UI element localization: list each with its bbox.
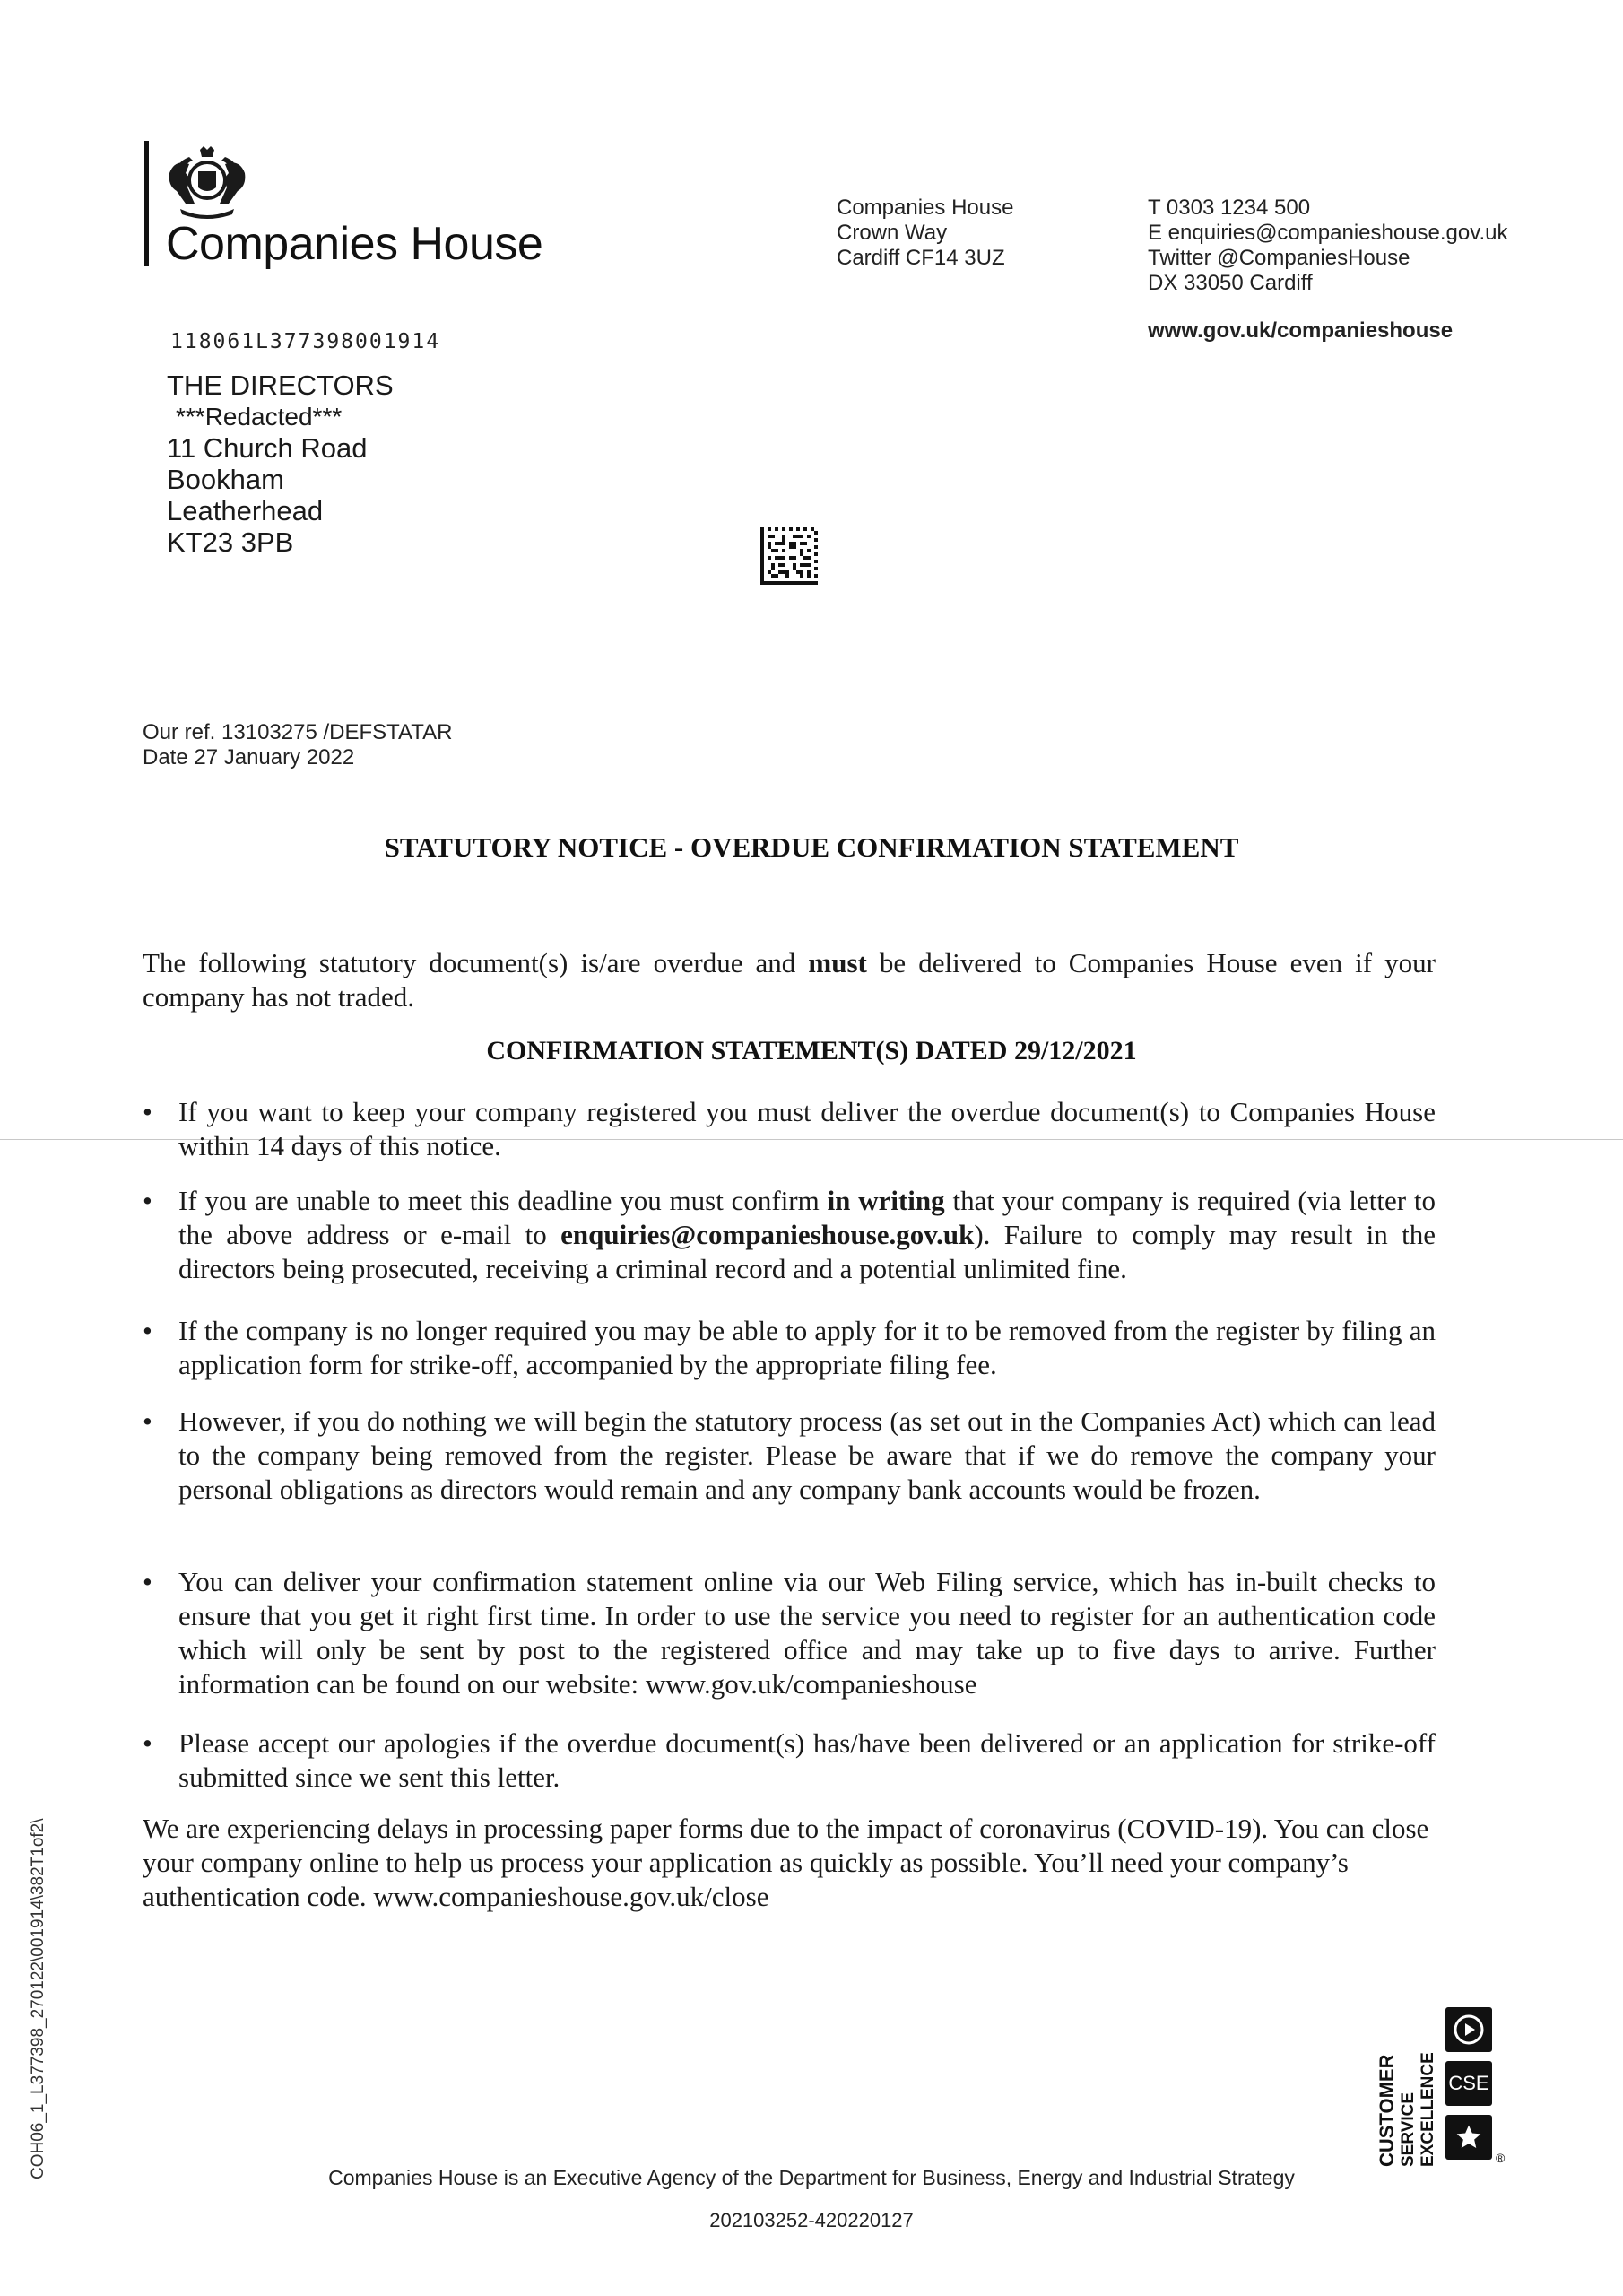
bullet-dot: • xyxy=(143,1727,152,1759)
bullet-item xyxy=(143,1095,1436,1163)
bullet-item xyxy=(143,1405,1436,1507)
registered-mark: ® xyxy=(1496,2151,1506,2165)
bullet-text: However, if you do nothing we will begin the statutory process (as set out in the Companies Act) which can lead to the company being removed from the register. Please be aware that if we do remove the company your personal obligations as directors would remain and any company bank accounts would be frozen. xyxy=(178,1405,1436,1505)
recipient-line: Bookham xyxy=(167,464,284,495)
office-address xyxy=(837,196,1013,271)
bullet-dot: • xyxy=(143,1566,152,1597)
bullet-item xyxy=(143,1184,1436,1286)
contact-details xyxy=(1148,196,1507,296)
recipient-line-redacted: ***Redacted*** xyxy=(176,403,343,430)
bullet-item xyxy=(143,1314,1436,1382)
website-link[interactable]: www.gov.uk/companieshouse xyxy=(1148,318,1454,343)
bullet-text-part: If you are unable to meet this deadline you must confirm xyxy=(178,1185,828,1216)
bullet-text: If you want to keep your company registered you must deliver the overdue document(s) to Companies House within 14 days of this notice. xyxy=(178,1096,1436,1161)
logo-bar xyxy=(144,141,149,266)
intro-paragraph xyxy=(143,946,1436,1014)
office-line: Companies House xyxy=(837,196,1014,220)
contact-dx: DX 33050 Cardiff xyxy=(1148,271,1313,295)
bullet-item xyxy=(143,1565,1436,1701)
recipient-address xyxy=(167,370,394,558)
bullet-text-part: ). Failure to comply may result in the directors being prosecuted, receiving a criminal record and a potential unlimited fine. xyxy=(178,1219,1436,1284)
bullet-text: If the company is no longer required you may be able to apply for it to be removed from the register by filing an application form for strike-off, accompanied by the appropriate filing fee. xyxy=(178,1315,1436,1380)
intro-text: The following statutory document(s) is/are overdue and xyxy=(143,947,809,978)
cse-word: EXCELLENCE xyxy=(1419,2052,1437,2167)
bullet-dot: • xyxy=(143,1405,152,1437)
contact-email[interactable]: E enquiries@companieshouse.gov.uk xyxy=(1148,221,1508,245)
recipient-line: 11 Church Road xyxy=(167,432,368,464)
cse-words xyxy=(1372,2007,1444,2169)
cse-badge xyxy=(1372,2007,1515,2178)
cse-label: CSE xyxy=(1445,2061,1492,2106)
covid-paragraph: We are experiencing delays in processing paper forms due to the impact of coronavirus (COVID-19). You can close your company online to help us process your application as quickly as possible. You’ll need your company’s authentication code. www.companieshouse.gov.uk/close xyxy=(143,1813,1429,1912)
intro-text: be delivered to Companies House even if your company has not traded. xyxy=(143,947,1436,1013)
bullet-dot: • xyxy=(143,1315,152,1346)
recipient-line: KT23 3PB xyxy=(167,526,294,558)
bullet-item xyxy=(143,1726,1436,1795)
bullet-dot: • xyxy=(143,1185,152,1216)
play-icon xyxy=(1445,2007,1492,2052)
bullet-emphasis: in writing xyxy=(827,1185,945,1216)
footer-agency: Companies House is an Executive Agency of the Department for Business, Energy and Industrial Strategy xyxy=(328,2166,1295,2189)
notice-title: STATUTORY NOTICE - OVERDUE CONFIRMATION STATEMENT xyxy=(384,831,1239,863)
footer-code: 202103252-420220127 xyxy=(709,2209,914,2231)
our-reference: Our ref. 13103275 /DEFSTATAR xyxy=(143,720,453,744)
star-icon xyxy=(1445,2115,1492,2160)
bullet-dot: • xyxy=(143,1096,152,1127)
cse-word: CUSTOMER xyxy=(1376,2054,1398,2167)
side-code-text: COH06_1_L377398_270122\001914\382T1of2\ xyxy=(29,1818,48,2179)
contact-phone: T 0303 1234 500 xyxy=(1148,196,1311,220)
office-line: Cardiff CF14 3UZ xyxy=(837,246,1005,270)
enquiries-email-link[interactable]: enquiries@companieshouse.gov.uk xyxy=(560,1219,975,1250)
logo-text: Companies House xyxy=(166,218,543,270)
recipient-line: THE DIRECTORS xyxy=(167,370,394,401)
side-reference-code xyxy=(2,1818,56,2179)
office-line: Crown Way xyxy=(837,221,948,245)
recipient-line: Leatherhead xyxy=(167,495,324,526)
bullet-text-part: that your company is required (via letter to the above address or e-mail to xyxy=(178,1185,1436,1250)
contact-twitter: Twitter @CompaniesHouse xyxy=(1148,246,1410,270)
letter-date: Date 27 January 2022 xyxy=(143,745,355,770)
document-heading: CONFIRMATION STATEMENT(S) DATED 29/12/2021 xyxy=(486,1036,1137,1065)
cse-word: SERVICE xyxy=(1399,2092,1418,2167)
datamatrix-code xyxy=(760,527,818,585)
bullet-text xyxy=(178,1184,1436,1286)
barcode-number: 118061L377398001914 xyxy=(170,330,441,353)
reference-block xyxy=(143,720,452,770)
royal-crest-icon xyxy=(162,146,252,220)
intro-emphasis: must xyxy=(808,947,867,978)
bullet-text: Please accept our apologies if the overdue document(s) has/have been delivered or an application for strike-off submitted since we sent this letter. xyxy=(178,1727,1436,1793)
bullet-text: You can deliver your confirmation statement online via our Web Filing service, which has in-built checks to ensure that you get it right first time. In order to use the service you need to register for an authentication code which will only be sent by post to the registered office and may take up to five days to arrive. Further information can be found on our website: www.gov.uk/companieshouse xyxy=(178,1566,1436,1700)
